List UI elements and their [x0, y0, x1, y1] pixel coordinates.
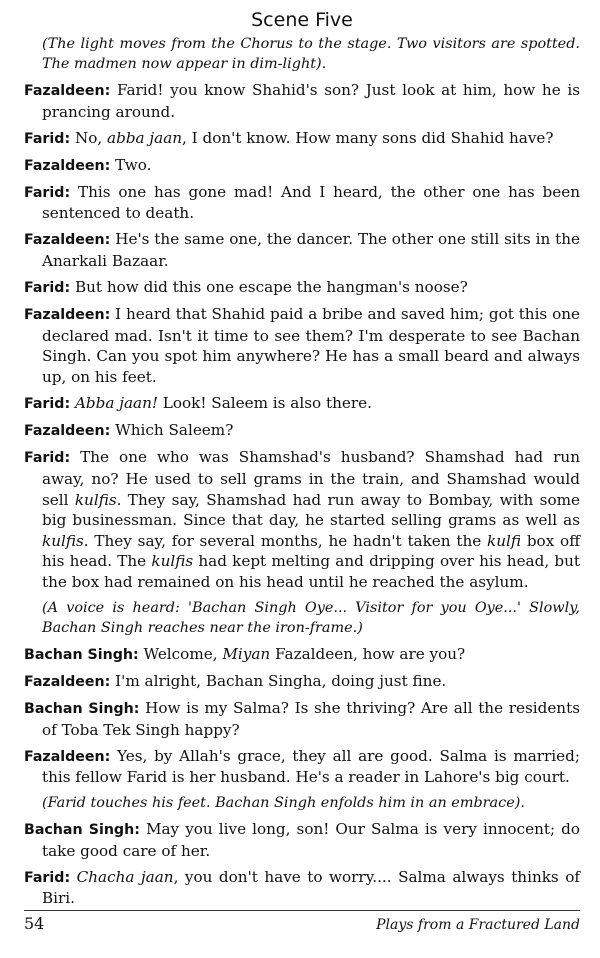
speaker-name: Bachan Singh:	[24, 701, 140, 718]
stage-direction-2: (A voice is heard: 'Bachan Singh Oye... Visitor for you Oye...' Slowly, Bachan Singh reaches near the iron-frame.)	[42, 599, 580, 637]
dialogue-text: box off his head. The	[42, 531, 580, 571]
dialogue-line	[24, 277, 580, 299]
italic-text: kulfi	[487, 531, 522, 550]
dialogue-text: He's the same one, the dancer. The other one still sits in the Anarkali Bazaar.	[42, 230, 580, 271]
dialogue-line	[24, 671, 580, 693]
dialogue-line	[24, 155, 580, 177]
page-footer	[24, 910, 580, 933]
stage-direction-1: (The light moves from the Chorus to the stage. Two visitors are spotted. The madmen now appear in dim-light).	[42, 36, 580, 73]
dialogue-text: I'm alright, Bachan Singha, doing just fine.	[110, 671, 447, 690]
speaker-name: Fazaldeen:	[24, 307, 111, 324]
dialogue-line	[24, 819, 580, 861]
italic-text: kulfis	[42, 531, 84, 550]
scene-title: Scene Five	[251, 9, 353, 31]
dialogue-text: had kept melting and dripping over his head, but the box had remained on his head until he reached the asylum.	[42, 552, 580, 591]
dialogue-line	[24, 867, 580, 909]
footer-row	[24, 914, 580, 933]
dialogue-line	[24, 447, 580, 592]
dialogue-text: No,	[70, 128, 108, 147]
dialogue-block-1	[24, 80, 580, 593]
italic-text: abba jaan	[107, 128, 183, 147]
dialogue-block-3	[24, 819, 580, 909]
dialogue-text: , I don't know. How many sons did Shahid have?	[182, 128, 554, 147]
dialogue-line	[24, 182, 580, 224]
footer-rule	[24, 910, 580, 911]
italic-text: Chacha jaan	[76, 867, 174, 886]
dialogue-text: Fazaldeen, how are you?	[270, 644, 466, 663]
speaker-name: Farid:	[24, 184, 71, 201]
speaker-name: Fazaldeen:	[24, 673, 111, 690]
page-number: 54	[24, 914, 45, 933]
speaker-name: Farid:	[24, 450, 71, 467]
dialogue-text: Two.	[110, 155, 152, 174]
speaker-name: Fazaldeen:	[24, 232, 111, 249]
dialogue-text: Look! Saleem is also there.	[157, 394, 372, 413]
italic-text: kulfis	[151, 552, 194, 571]
book-title: Plays from a Fractured Land	[376, 917, 580, 933]
dialogue-text: . They say, for several months, he hadn't taken the	[83, 531, 488, 550]
dialogue-line	[24, 304, 580, 387]
dialogue-text: But how did this one escape the hangman's noose?	[70, 278, 468, 297]
dialogue-line	[24, 128, 580, 150]
italic-text: Abba jaan!	[74, 394, 158, 413]
dialogue-text: The one who was Shamshad's husband? Shamshad had run away, no? He used to sell grams in the train, and Shamshad would sell	[42, 448, 580, 509]
dialogue-line	[24, 229, 580, 271]
speaker-name: Farid:	[24, 280, 71, 297]
dialogue-line	[24, 644, 580, 666]
speaker-name: Fazaldeen:	[24, 157, 111, 174]
dialogue-text: , you don't have to worry.... Salma always thinks of Biri.	[42, 867, 581, 908]
dialogue-text: I heard that Shahid paid a bribe and saved him; got this one declared mad. Isn't it time to see them? I'm desperate to see Bachan Singh. Can you spot him anywhere? He has a small beard and always up, on his feet.	[42, 305, 580, 387]
dialogue-text: . They say, Shamshad had run away to Bombay, with some big businessman. Since that day, he started selling grams as well as	[42, 490, 580, 530]
italic-text: Miyan	[222, 644, 271, 663]
speaker-name: Farid:	[24, 869, 71, 886]
dialogue-line	[24, 80, 580, 122]
dialogue-block-2	[24, 644, 580, 788]
italic-text: kulfis	[74, 490, 117, 509]
speaker-name: Farid:	[24, 130, 71, 147]
stage-direction-3: (Farid touches his feet. Bachan Singh enfolds him in an embrace).	[42, 795, 525, 812]
dialogue-line	[24, 420, 580, 442]
dialogue-text: Farid! you know Shahid's son? Just look at him, how he is prancing around.	[42, 80, 580, 121]
speaker-name: Farid:	[24, 396, 71, 413]
dialogue-text: This one has gone mad! And I heard, the other one has been sentenced to death.	[42, 182, 580, 223]
dialogue-line	[24, 746, 580, 788]
speaker-name: Fazaldeen:	[24, 748, 111, 765]
speaker-name: Bachan Singh:	[24, 646, 139, 663]
dialogue-text: Yes, by Allah's grace, they all are good. Salma is married; this fellow Farid is her husband. He's a reader in Lahore's big court.	[42, 746, 580, 787]
dialogue-line	[24, 393, 580, 415]
dialogue-text: Welcome,	[138, 644, 223, 663]
speaker-name: Fazaldeen:	[24, 82, 111, 99]
dialogue-line	[24, 698, 580, 740]
dialogue-text: Which Saleem?	[110, 421, 234, 440]
dialogue-text: How is my Salma? Is she thriving? Are all the residents of Toba Tek Singh happy?	[42, 699, 580, 739]
speaker-name: Bachan Singh:	[24, 822, 140, 839]
page-body	[24, 8, 580, 915]
speaker-name: Fazaldeen:	[24, 423, 111, 440]
dialogue-text: May you live long, son! Our Salma is very innocent; do take good care of her.	[42, 820, 581, 860]
